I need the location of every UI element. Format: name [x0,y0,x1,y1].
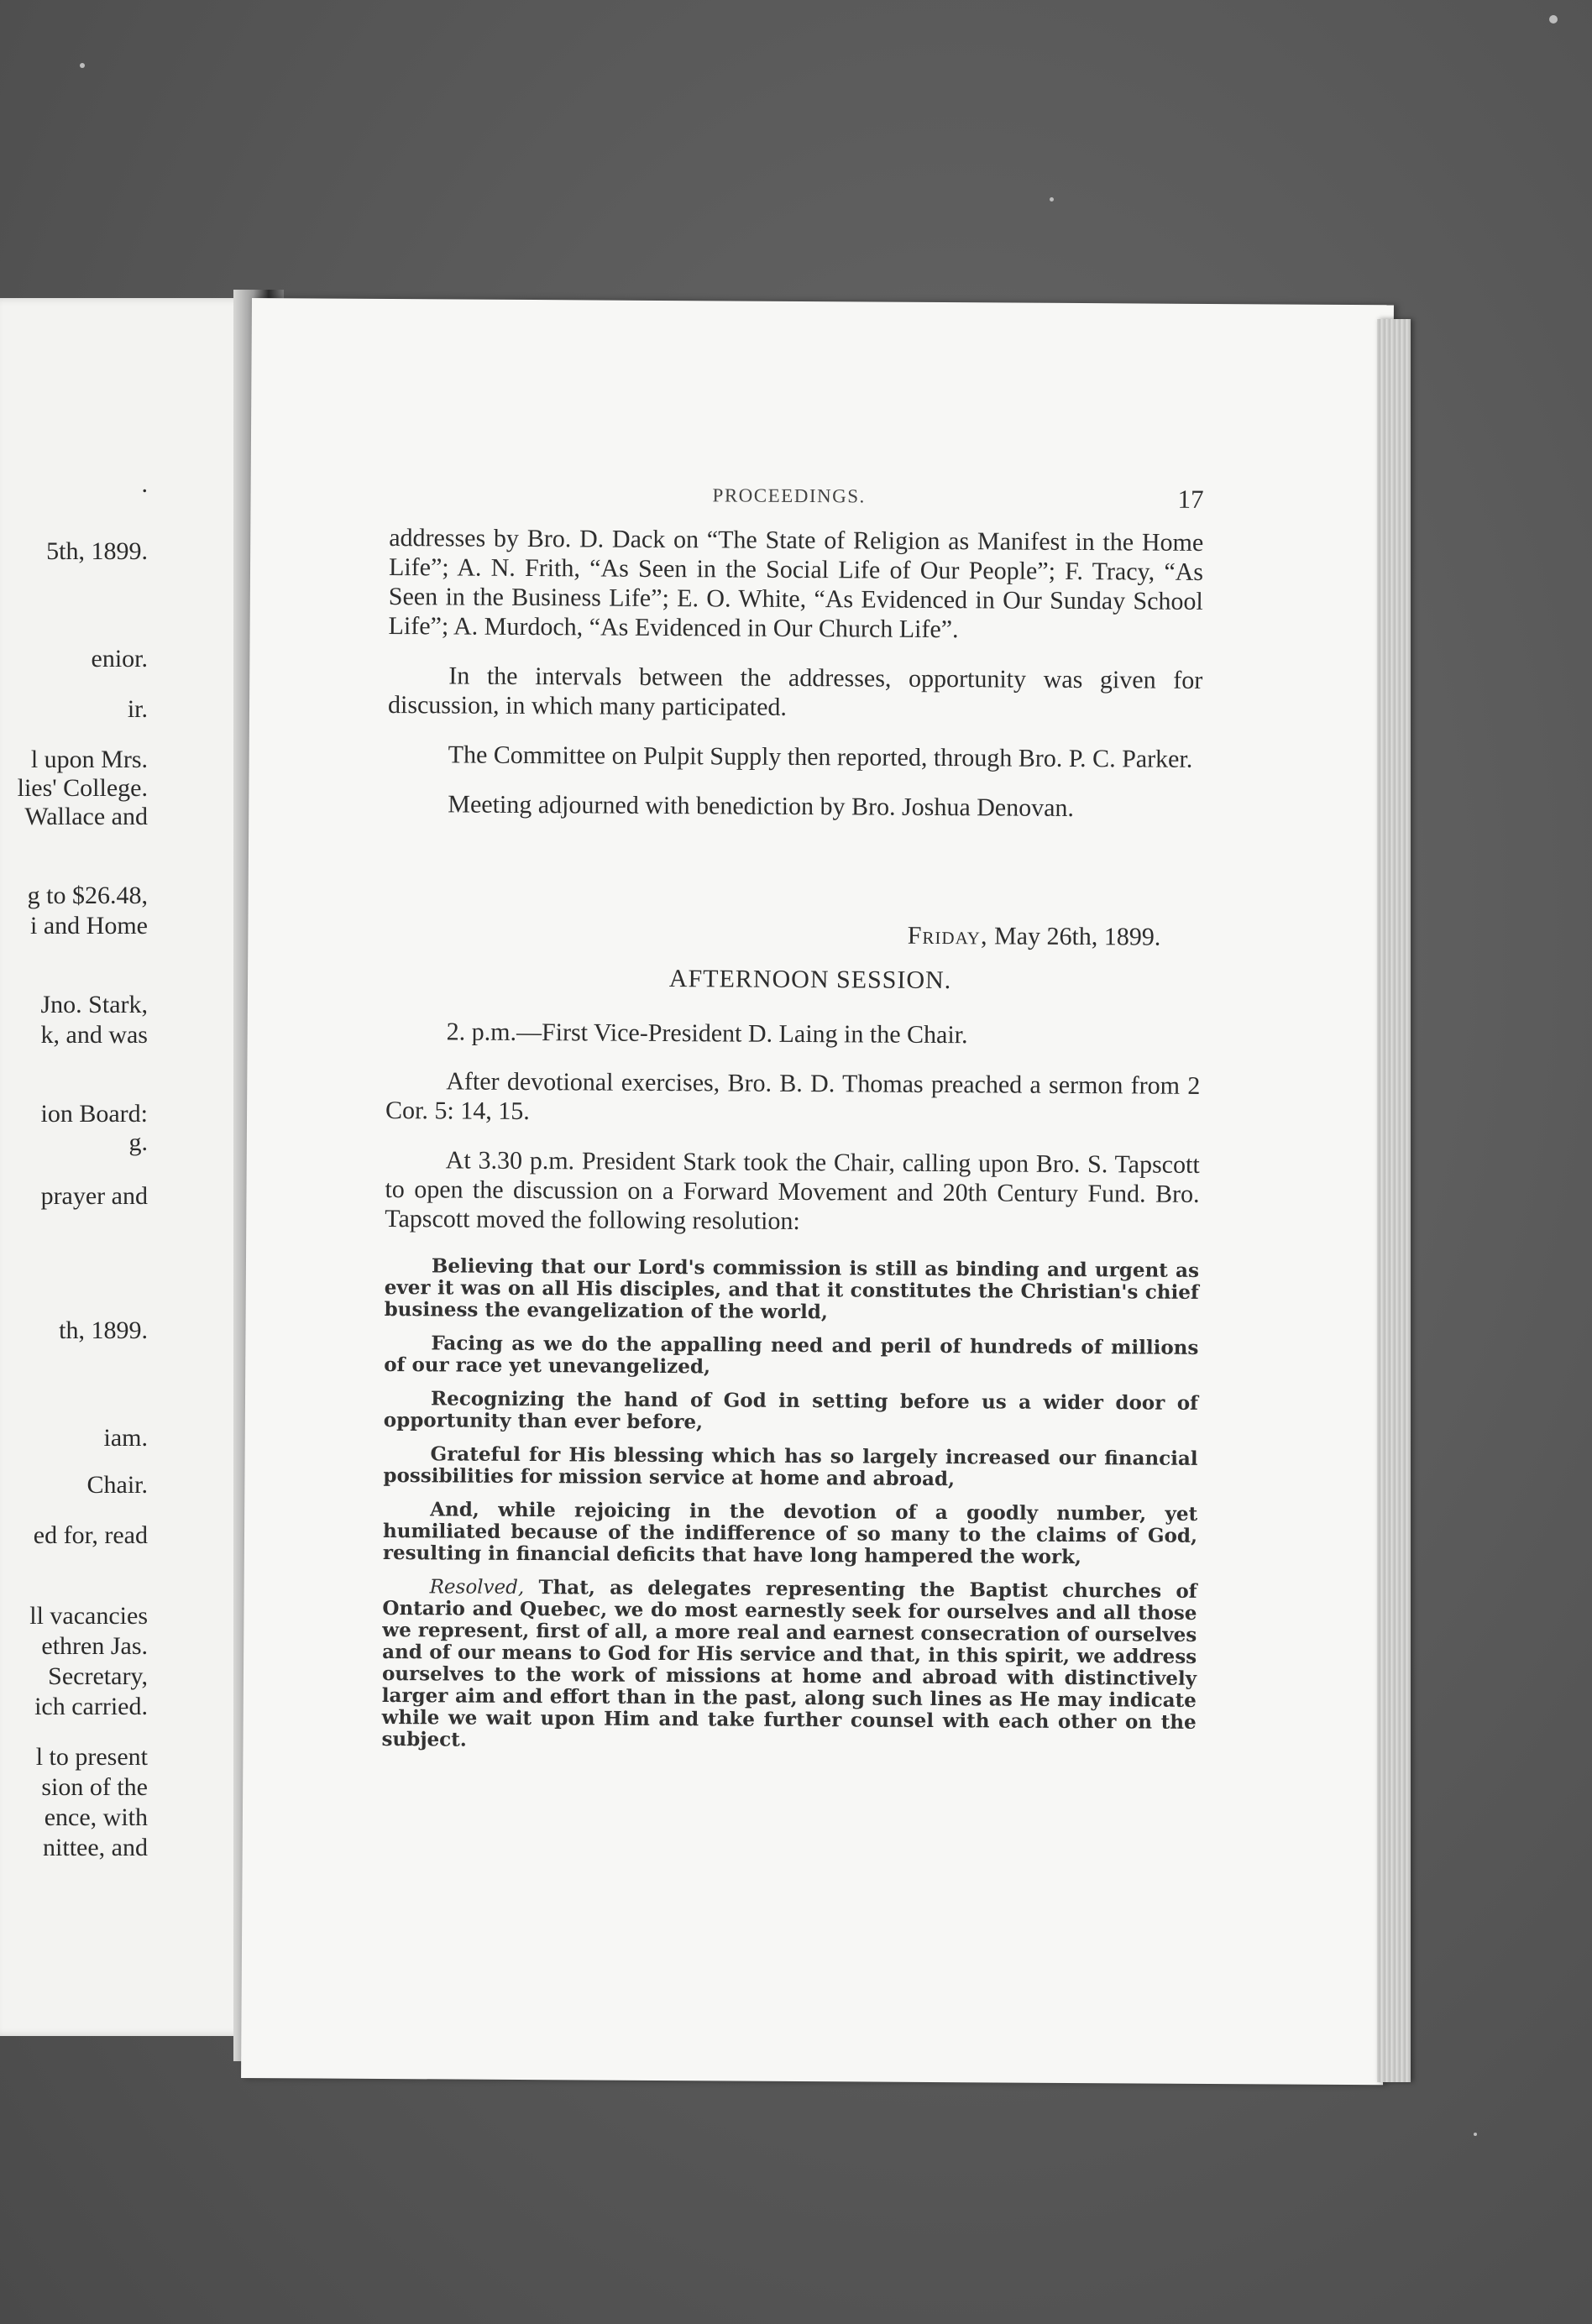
left-page-line: i and Home [30,912,148,940]
resolution-clause: Recognizing the hand of God in setting before us a wider door of opportunity than ever before, [383,1387,1199,1434]
left-page-line: ion Board: [40,1100,148,1128]
resolution-block [381,1255,1199,1756]
left-page-line: sion of the [41,1773,148,1801]
opening-paragraph: addresses by Bro. D. Dack on “The State of Religion as Manifest in the Home Life”; A. N. Frith, “As Seen in the Social Life of Our People”; F. Tracy, “As Seen in the Business Life”; E. O. White, “As Evidenced in Our Sunday School Life”; A. Murdoch, “As Evidenced in Our Church Life”. [388,524,1204,644]
paragraph: 2. p.m.—First Vice-President D. Laing in the Chair. [446,1018,968,1049]
dust-speck [1474,2133,1477,2136]
dust-speck [1050,197,1054,202]
paragraph: Meeting adjourned with benediction by Bro. Joshua Denovan. [448,790,1075,822]
date-line [386,918,1160,952]
right-page [241,298,1394,2085]
left-page-line: prayer and [40,1182,148,1210]
body-text [385,523,1203,1238]
left-page-line: ir. [127,695,148,723]
left-page-line: . [141,470,148,498]
running-title: PROCEEDINGS. [712,484,866,507]
page-number: 17 [1177,484,1204,514]
running-head [389,479,1203,518]
left-page-line: lies' College. [17,774,148,802]
resolution-clause: Facing as we do the appalling need and peril of hundreds of millions of our race yet unevangelized, [384,1332,1199,1379]
left-page-line: iam. [103,1424,148,1452]
session-title: AFTERNOON SESSION. [668,965,952,995]
left-page-line: ich carried. [34,1693,148,1720]
left-page-line: l to present [35,1743,148,1771]
left-page-line: Jno. Stark, [40,991,148,1018]
date-rest: May 26th, 1899. [993,922,1161,951]
date-day: Friday, [907,921,988,950]
resolution-clause: Believing that our Lord's commission is still as binding and urgent as ever it was on all His disciples, and that it constitutes the Christian's chief business the evangelization of the world, [384,1254,1200,1324]
left-page-line: nittee, and [43,1834,148,1861]
left-page-line: Chair. [86,1471,148,1499]
left-page-line: ed for, read [33,1521,148,1549]
paragraph: The Committee on Pulpit Supply then reported, through Bro. P. C. Parker. [448,741,1193,773]
left-page-line: l upon Mrs. [30,746,148,773]
resolution-clause: And, while rejoicing in the devotion of a goodly number, yet humiliated because of the indifference of so many to the claims of God, resulting in financial deficits that have long hampered the work, [382,1498,1198,1569]
left-page-line: Wallace and [24,803,148,830]
left-page-line: g. [128,1128,148,1156]
resolved-clause [381,1576,1197,1756]
left-page-line: k, and was [40,1021,148,1049]
paragraph: At 3.30 p.m. President Stark took the Chair, calling upon Bro. S. Tapscott to open the discussion on a Forward Movement and 20th Century Fund. Bro. Tapscott moved the following resolution: [385,1146,1200,1236]
left-page-line: ll vacancies [29,1602,148,1630]
left-page-line: th, 1899. [59,1316,148,1344]
resolution-clause: Grateful for His blessing which has so largely increased our financial possibilities for mission service at home and abroad, [383,1442,1198,1491]
page-edge [1377,319,1411,2082]
page-content [381,479,1203,1767]
dust-speck [80,63,85,68]
left-page-line: 5th, 1899. [46,537,148,565]
left-page-line: Secretary, [48,1662,148,1690]
left-page-line: ethren Jas. [41,1632,148,1660]
resolved-word: Resolved, [429,1576,525,1599]
paragraph: In the intervals between the addresses, opportunity was given for discussion, in which many participated. [387,662,1203,721]
resolved-text: That, as delegates representing the Baptist churches of Ontario and Quebec, we do most earnestly seek for ourselves and all those we represent, first of all, a more real and earnest consecration of ourselves and of our means to God for His service and that, in this spirit, we address ourselves to the work of missions at home and abroad with distinctively larger aim and effort than in the past, along such lines as He may indicate while we wait upon Him and take further counsel with each other on the subject. [381,1576,1197,1751]
left-page-line: enior. [91,645,148,673]
left-page-line: ence, with [44,1803,148,1831]
left-page-line: g to $26.48, [27,882,148,909]
paragraph: After devotional exercises, Bro. B. D. Thomas preached a sermon from 2 Cor. 5: 14, 15. [385,1067,1201,1126]
dust-speck [1549,15,1558,24]
